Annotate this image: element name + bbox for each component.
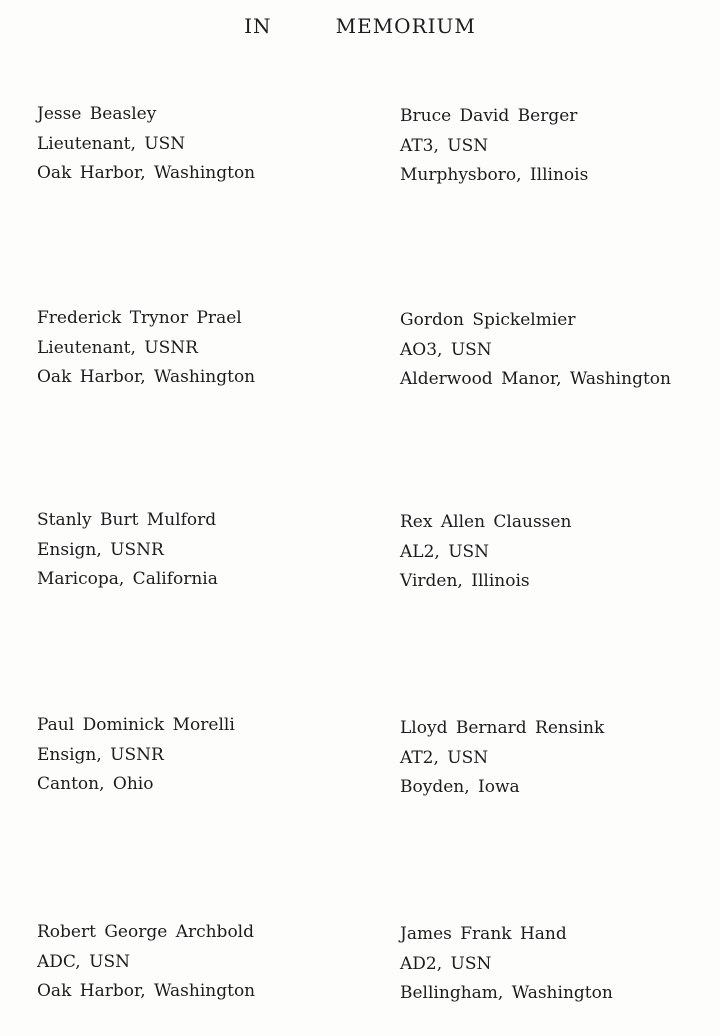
entry-rank: AO3, USN [400,339,492,360]
memorial-entry [37,100,255,189]
entry-name: Stanly Burt Mulford [37,510,217,530]
memorial-entry [37,304,255,393]
memorial-entry [400,306,671,395]
entry-rank: AL2, USN [400,541,490,562]
entry-rank: Lieutenant, USNR [37,337,198,358]
entry-rank: AT3, USN [400,135,489,156]
entry-name: Paul Dominick Morelli [37,715,235,735]
entry-name: Rex Allen Claussen [400,512,572,532]
entry-name: Jesse Beasley [37,104,157,124]
entry-hometown: Virden, Illinois [400,571,530,591]
entry-rank: AT2, USN [400,747,489,768]
entry-hometown: Bellingham, Washington [400,983,613,1003]
entry-name: Bruce David Berger [400,106,578,126]
entry-rank: ADC, USN [37,951,130,972]
entry-name: Robert George Archbold [37,922,254,942]
entry-hometown: Boyden, Iowa [400,777,520,797]
entry-hometown: Oak Harbor, Washington [37,367,256,387]
entry-rank: Ensign, USNR [37,744,164,765]
entry-name: James Frank Hand [400,924,567,944]
memorial-entry [400,102,588,191]
entry-rank: AD2, USN [400,953,492,974]
entry-name: Frederick Trynor Prael [37,308,242,328]
entry-hometown: Canton, Ohio [37,774,154,794]
entry-hometown: Murphysboro, Illinois [400,165,589,185]
memorial-entry [37,918,255,1007]
entry-rank: Ensign, USNR [37,539,164,560]
memorial-entry [400,508,571,597]
entry-name: Gordon Spickelmier [400,310,576,330]
memorial-entry [400,714,604,803]
entry-hometown: Maricopa, California [37,569,218,589]
memorial-entry [400,920,613,1009]
entry-rank: Lieutenant, USN [37,133,186,154]
entry-hometown: Oak Harbor, Washington [37,981,256,1001]
entry-hometown: Oak Harbor, Washington [37,163,256,183]
memorial-entry [37,506,218,595]
entry-name: Lloyd Bernard Rensink [400,718,605,738]
entry-hometown: Alderwood Manor, Washington [400,369,671,389]
memorial-entry [37,711,235,800]
page-title: IN MEMORIUM [244,14,476,38]
